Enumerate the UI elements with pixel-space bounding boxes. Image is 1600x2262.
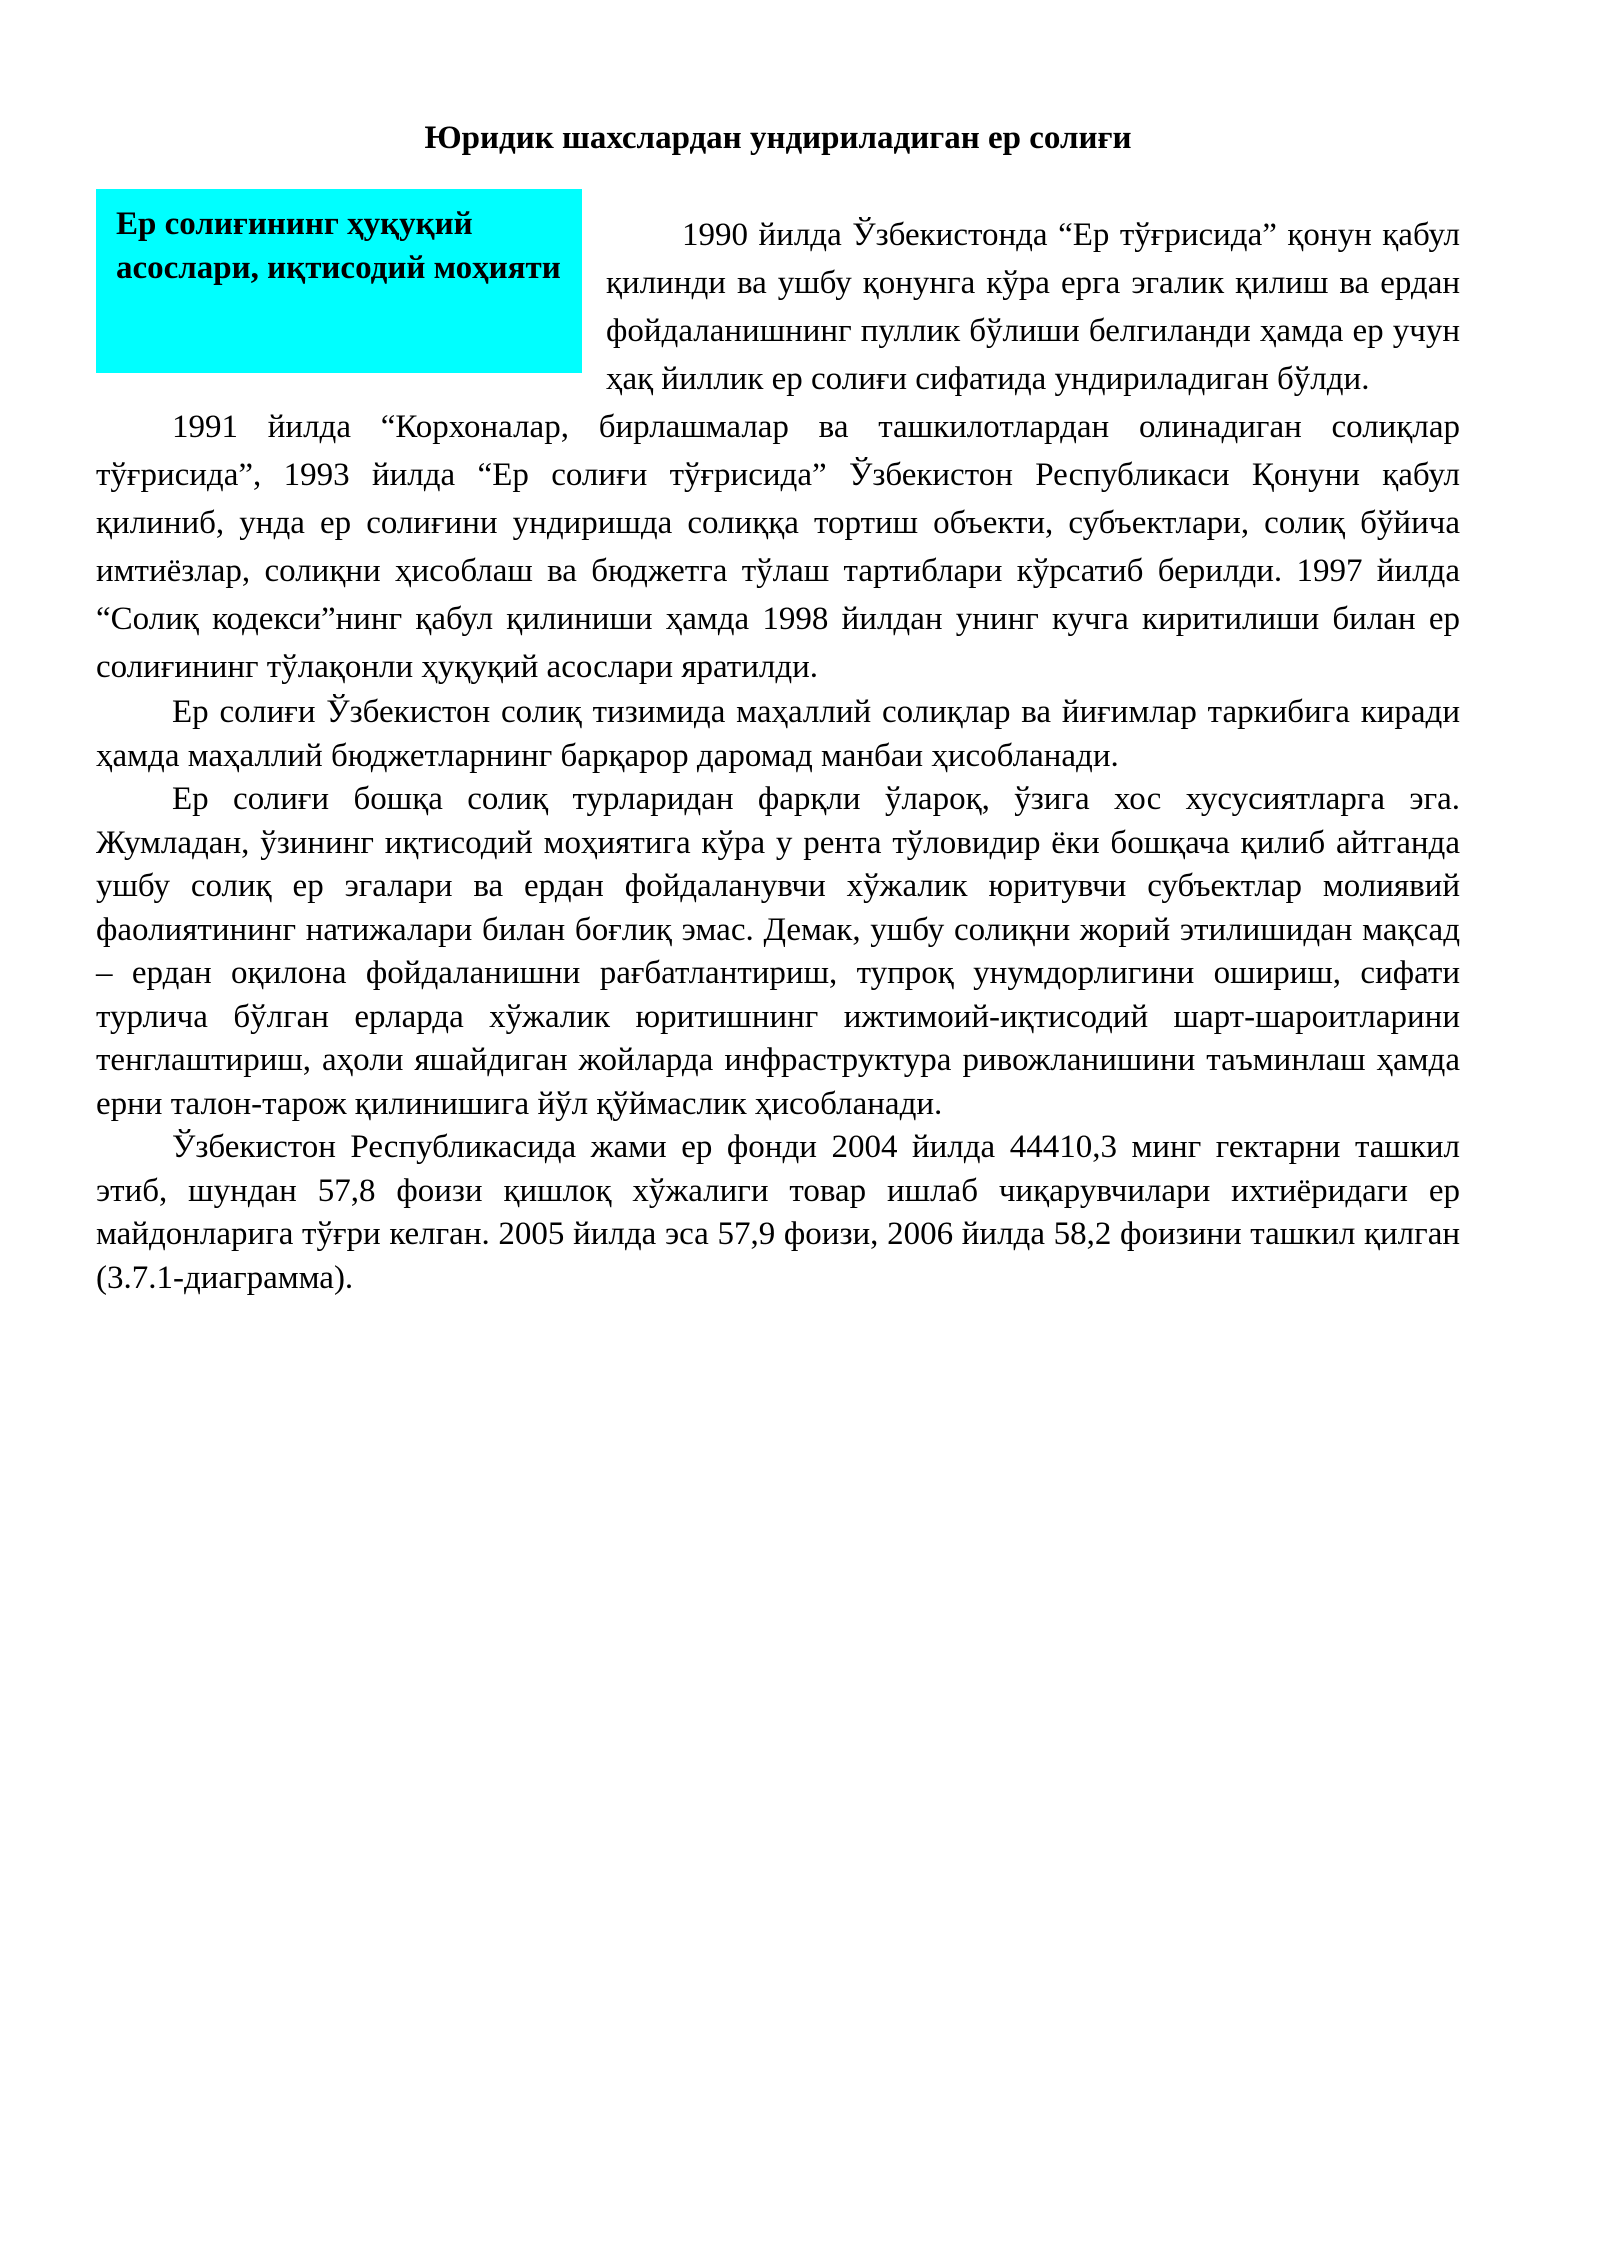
- paragraph-1: 1990 йилда Ўзбекистонда “Ер тўғрисида” қонун қабул қилинди ва ушбу қонунга кўра ерга эгалик қилиш ва ердан фойдаланишнинг пуллик бўлиши белгиланди ҳамда ер учун ҳақ йиллик ер солиғи сифатида ундириладиган бўлди.: [606, 217, 1460, 397]
- paragraph-4: Ер солиғи бошқа солиқ турларидан фарқли ўлароқ, ўзига хос хусусиятларга эга. Жумладан, ўзининг иқтисодий моҳиятига кўра у рента тўловидир ёки бошқача қилиб айтганда ушбу солиқ ер эгалари ва ердан фойдаланувчи хўжалик юритувчи субъектлар молиявий фаолиятининг натижалари билан боғлиқ эмас. Демак, ушбу солиқни жорий этилишидан мақсад – ердан оқилона фойдаланишни рағбатлантириш, тупроқ унумдорлигини ошириш, сифати турлича бўлган ерларда хўжалик юритишнинг ижтимоий-иқтисодий шарт-шароитларини тенглаштириш, аҳоли яшайдиган жойларда инфраструктура ривожланишини таъминлаш ҳамда ерни талон-тарож қилинишига йўл қўймаслик ҳисобланади.: [96, 781, 1460, 1122]
- paragraph-5: Ўзбекистон Республикасида жами ер фонди 2004 йилда 44410,3 минг гектарни ташкил этиб, шундан 57,8 фоизи қишлоқ хўжалиги товар ишлаб чиқарувчилари ихтиёридаги ер майдонларига тўғри келган. 2005 йилда эса 57,9 фоизи, 2006 йилда 58,2 фоизини ташкил қилган (3.7.1-диаграмма).: [96, 1129, 1460, 1296]
- document-title: Юридик шахслардан ундириладиган ер солиғи: [424, 120, 1132, 156]
- paragraph-2: 1991 йилда “Корхоналар, бирлашмалар ва ташкилотлардан олинадиган солиқлар тўғрисида”, 1993 йилда “Ер солиғи тўғрисида” Ўзбекистон Республикаси Қонуни қабул қилиниб, унда ер солиғини ундиришда солиққа тортиш объекти, субъектлари, солиқ бўйича имтиёзлар, солиқни ҳисоблаш ва бюджетга тўлаш тартиблари кўрсатиб берилди. 1997 йилда “Солиқ кодекси”нинг қабул қилиниши ҳамда 1998 йилдан унинг кучга киритилиши билан ер солиғининг тўлақонли ҳуқуқий асослари яратилди.: [96, 409, 1460, 685]
- paragraph-3: Ер солиғи Ўзбекистон солиқ тизимида маҳаллий солиқлар ва йиғимлар таркибига киради ҳамда маҳаллий бюджетларнинг барқарор даромад манбаи ҳисобланади.: [96, 694, 1460, 774]
- document-body: [96, 211, 1460, 1300]
- sidebox-spacer: [96, 211, 606, 403]
- section-heading-box: Ер солиғининг ҳуқуқий асослари, иқтисодий моҳияти: [96, 189, 582, 373]
